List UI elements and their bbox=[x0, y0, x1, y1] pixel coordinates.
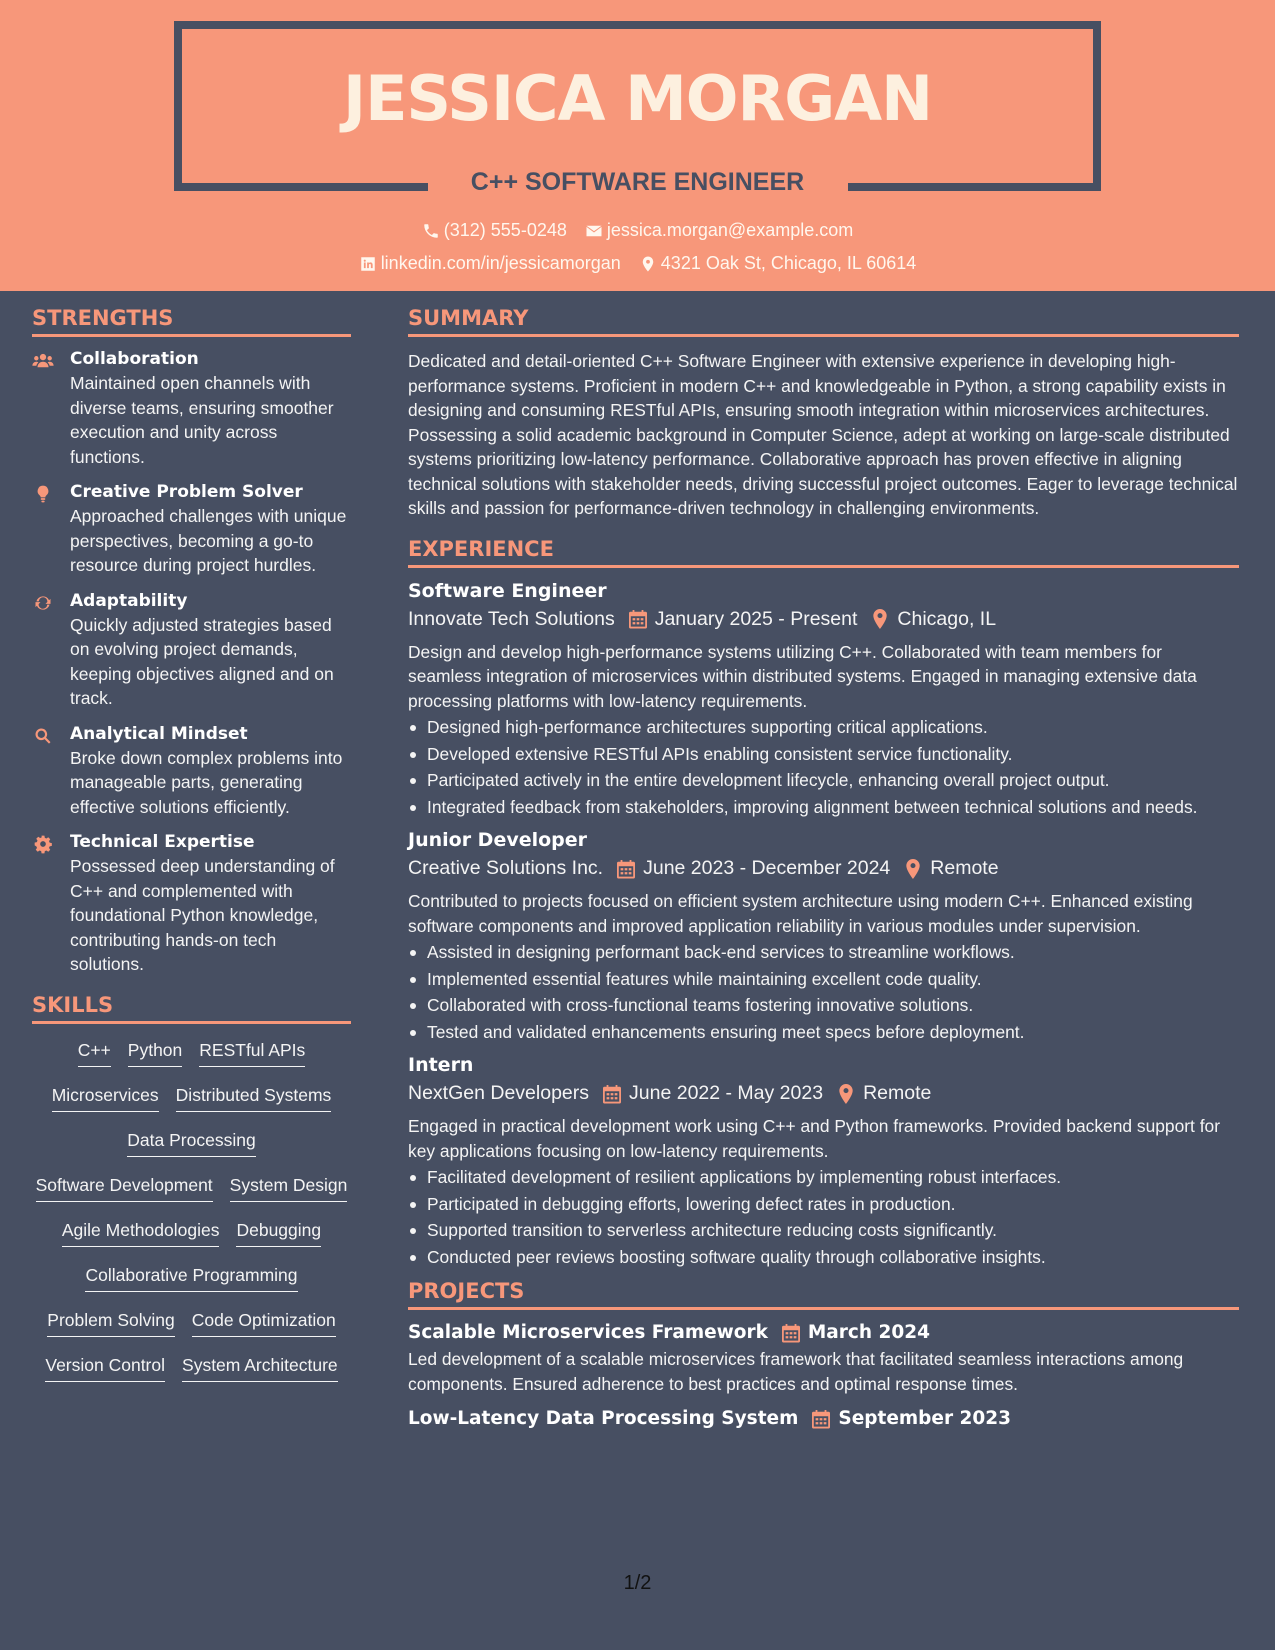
contact-linkedin[interactable] bbox=[359, 253, 621, 274]
skill-tag: Code Optimization bbox=[192, 1308, 336, 1337]
strength-title: Adaptability bbox=[70, 590, 188, 611]
job-bullet: Conducted peer reviews boosting software quality through collaborative insights. bbox=[408, 1245, 1239, 1270]
experience-list bbox=[408, 580, 1239, 1270]
job-bullet: Facilitated development of resilient applications by implementing robust interfaces. bbox=[408, 1165, 1239, 1190]
phone-icon bbox=[422, 222, 440, 240]
map-marker-icon bbox=[904, 859, 922, 879]
skill-tag: RESTful APIs bbox=[199, 1038, 305, 1067]
skill-tag: Distributed Systems bbox=[176, 1083, 332, 1112]
strength-desc: Broke down complex problems into manageable parts, generating effective solutions efficiently. bbox=[70, 747, 343, 817]
page-number: 1/2 bbox=[623, 1572, 652, 1594]
job-dates-wrap bbox=[629, 608, 858, 631]
calendar-icon bbox=[603, 1084, 621, 1104]
experience-heading: EXPERIENCE bbox=[408, 537, 1239, 568]
skill-tag: System Architecture bbox=[182, 1353, 338, 1382]
calendar-icon bbox=[617, 859, 635, 879]
job-company: Innovate Tech Solutions bbox=[408, 607, 615, 630]
gear-icon bbox=[32, 832, 58, 977]
map-marker-icon bbox=[871, 609, 889, 629]
contact-phone[interactable] bbox=[422, 220, 567, 241]
strength-desc: Possessed deep understanding of C++ and complemented with foundational Python knowledge, contributing hands-on tech solutions. bbox=[70, 856, 335, 974]
job-meta bbox=[408, 608, 1239, 631]
lightbulb-icon bbox=[32, 482, 58, 578]
skill-tag: Data Processing bbox=[127, 1128, 255, 1157]
linkedin-text: linkedin.com/in/jessicamorgan bbox=[380, 253, 621, 273]
left-column bbox=[32, 306, 351, 1382]
project-desc: Led development of a scalable microservices framework that facilitated seamless interactions among components. Ensured adherence to best practices and optimal response times. bbox=[408, 1349, 1184, 1394]
job-role: Intern bbox=[408, 1054, 474, 1076]
job-bullet: Tested and validated enhancements ensuring meet specs before deployment. bbox=[408, 1020, 1239, 1045]
contact-email[interactable] bbox=[585, 220, 853, 241]
candidate-name: JESSICA MORGAN bbox=[343, 62, 932, 135]
skill-tag: C++ bbox=[78, 1038, 111, 1067]
envelope-icon bbox=[585, 222, 603, 240]
project-head bbox=[408, 1322, 1239, 1343]
job-bullet: Assisted in designing performant back-end services to streamline workflows. bbox=[408, 940, 1239, 965]
job-entry bbox=[408, 1054, 1239, 1269]
job-desc: Design and develop high-performance systems utilizing C++. Collaborated with team members for seamless integration of microservices within distributed systems. Engaged in managing extensive data processing platforms with low-latency requirements. bbox=[408, 641, 1197, 711]
job-location: Chicago, IL bbox=[897, 607, 997, 630]
job-company: Creative Solutions Inc. bbox=[408, 857, 604, 879]
job-meta bbox=[408, 857, 1239, 880]
job-location: Remote bbox=[863, 1082, 932, 1104]
summary-text: Dedicated and detail-oriented C++ Software Engineer with extensive experience in developing high-performance systems. Proficient in modern C++ and knowledgeable in Python, a strong capability exists in designing and consuming RESTful APIs, ensuring smooth integration within microservices architectures. Possessing a solid academic background in Computer Science, adept at working on large-scale distributed systems prioritizing low-latency performance. Collaborative approach has proven effective in aligning technical solutions with stakeholder needs, driving successful project outcomes. Eager to leverage technical skills and passion for performance-driven technology in challenging environments. bbox=[408, 351, 1238, 518]
job-company: NextGen Developers bbox=[408, 1082, 590, 1104]
job-location: Remote bbox=[930, 857, 999, 879]
job-bullet: Designed high-performance architectures supporting critical applications. bbox=[408, 715, 1239, 740]
strength-title: Creative Problem Solver bbox=[70, 482, 303, 502]
project-date: September 2023 bbox=[838, 1408, 1011, 1429]
job-bullets bbox=[408, 940, 1239, 1044]
job-location-wrap bbox=[904, 857, 998, 880]
skill-tag: System Design bbox=[230, 1173, 348, 1202]
job-bullets bbox=[408, 715, 1239, 819]
project-name: Low-Latency Data Processing System bbox=[408, 1408, 799, 1429]
map-marker-icon bbox=[837, 1084, 855, 1104]
map-marker-icon bbox=[639, 255, 657, 273]
skill-tag: Agile Methodologies bbox=[62, 1218, 220, 1247]
skills-heading: SKILLS bbox=[32, 993, 351, 1024]
job-bullet: Participated actively in the entire development lifecycle, enhancing overall project output. bbox=[408, 768, 1239, 793]
project-head bbox=[408, 1408, 1239, 1429]
job-entry bbox=[408, 580, 1239, 820]
email-text: jessica.morgan@example.com bbox=[606, 220, 854, 240]
job-dates-wrap bbox=[617, 857, 890, 880]
job-meta bbox=[408, 1082, 1239, 1105]
strengths-list bbox=[32, 349, 351, 977]
address-text: 4321 Oak St, Chicago, IL 60614 bbox=[660, 253, 917, 273]
job-dates: June 2023 - December 2024 bbox=[643, 857, 891, 879]
project-entry bbox=[408, 1408, 1239, 1429]
strength-item bbox=[32, 482, 351, 578]
resume-header bbox=[0, 0, 1275, 291]
job-location-wrap bbox=[837, 1082, 931, 1105]
skill-tag: Version Control bbox=[45, 1353, 165, 1382]
skill-tag: Microservices bbox=[52, 1083, 159, 1112]
strength-desc: Maintained open channels with diverse teams, ensuring smoother execution and unity across functions. bbox=[70, 373, 334, 467]
strength-title: Analytical Mindset bbox=[70, 723, 248, 744]
linkedin-icon bbox=[359, 255, 377, 273]
search-icon bbox=[32, 724, 58, 820]
contact-row-1 bbox=[0, 220, 1275, 241]
strength-item bbox=[32, 591, 351, 711]
right-column bbox=[408, 306, 1239, 1441]
strength-desc: Quickly adjusted strategies based on evolving project demands, keeping objectives aligned and on track. bbox=[70, 614, 334, 708]
skills-list bbox=[32, 1038, 351, 1382]
strength-desc: Approached challenges with unique perspectives, becoming a go-to resource during project hurdles. bbox=[70, 506, 347, 575]
job-dates: January 2025 - Present bbox=[654, 607, 858, 630]
calendar-icon bbox=[812, 1409, 830, 1429]
projects-list bbox=[408, 1322, 1239, 1429]
job-location-wrap bbox=[871, 608, 996, 631]
skill-tag: Debugging bbox=[236, 1218, 321, 1247]
strengths-heading: STRENGTHS bbox=[32, 306, 351, 337]
job-dates-wrap bbox=[603, 1082, 823, 1105]
contact-address bbox=[639, 253, 917, 274]
phone-text: (312) 555-0248 bbox=[443, 220, 567, 240]
skill-tag: Python bbox=[128, 1038, 182, 1067]
job-bullets bbox=[408, 1165, 1239, 1269]
job-title: C++ SOFTWARE ENGINEER bbox=[470, 168, 805, 196]
calendar-icon bbox=[782, 1323, 800, 1343]
project-entry bbox=[408, 1322, 1239, 1396]
job-desc: Contributed to projects focused on efficient system architecture using modern C++. Enhanced existing software components and improved application reliability in various modules under supervision. bbox=[408, 891, 1193, 936]
job-entry bbox=[408, 829, 1239, 1044]
job-dates: June 2022 - May 2023 bbox=[629, 1082, 824, 1104]
job-bullet: Participated in debugging efforts, lowering defect rates in production. bbox=[408, 1192, 1239, 1217]
job-bullet: Supported transition to serverless architecture reducing costs significantly. bbox=[408, 1218, 1239, 1243]
sync-icon bbox=[32, 591, 58, 711]
job-role: Software Engineer bbox=[408, 579, 607, 602]
strength-item bbox=[32, 724, 351, 820]
job-bullet: Integrated feedback from stakeholders, improving alignment between technical solutions and needs. bbox=[408, 795, 1239, 820]
skill-tag: Software Development bbox=[36, 1173, 213, 1202]
job-bullet: Developed extensive RESTful APIs enabling consistent service functionality. bbox=[408, 742, 1239, 767]
project-name: Scalable Microservices Framework bbox=[408, 1322, 768, 1343]
users-icon bbox=[32, 349, 58, 469]
job-bullet: Collaborated with cross-functional teams fostering innovative solutions. bbox=[408, 993, 1239, 1018]
projects-heading: PROJECTS bbox=[408, 1279, 1239, 1310]
contact-row-2 bbox=[0, 253, 1275, 274]
job-bullet: Implemented essential features while maintaining excellent code quality. bbox=[408, 967, 1239, 992]
calendar-icon bbox=[629, 609, 647, 629]
job-role: Junior Developer bbox=[408, 829, 588, 851]
summary-heading: SUMMARY bbox=[408, 306, 1239, 337]
strength-item bbox=[32, 349, 351, 469]
skill-tag: Problem Solving bbox=[47, 1308, 174, 1337]
skill-tag: Collaborative Programming bbox=[85, 1263, 297, 1292]
strength-title: Technical Expertise bbox=[70, 832, 255, 852]
job-desc: Engaged in practical development work using C++ and Python frameworks. Provided backend support for key applications focusing on low-latency requirements. bbox=[408, 1116, 1221, 1161]
strength-item bbox=[32, 832, 351, 977]
strength-title: Collaboration bbox=[70, 349, 199, 369]
project-date: March 2024 bbox=[807, 1322, 930, 1343]
